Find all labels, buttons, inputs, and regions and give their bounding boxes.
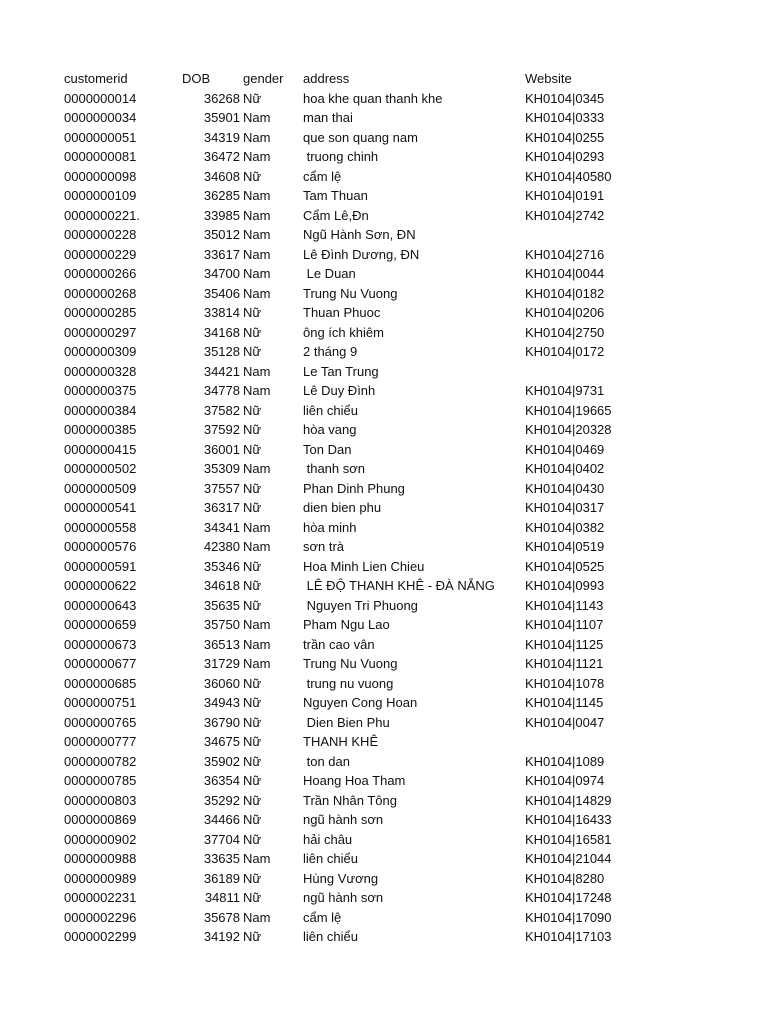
cell-dob: 33814 [203, 305, 240, 320]
cell-dob: 36790 [203, 714, 240, 730]
cell-address: cẩm lệ [303, 168, 342, 184]
cell-website: KH0104|0044 [525, 266, 605, 281]
cell-gender: Nữ [243, 675, 262, 691]
cell-customerid: 0000000221. [64, 207, 140, 223]
cell-address: ông ích khiêm [303, 324, 384, 340]
table-row [0, 323, 768, 343]
cell-address: Hoa Minh Lien Chieu [303, 558, 425, 574]
cell-address: trần cao vân [303, 636, 375, 652]
cell-gender: Nam [243, 383, 271, 398]
cell-gender: Nam [243, 285, 271, 301]
table-row [0, 849, 768, 869]
cell-dob: 33635 [203, 851, 240, 866]
cell-gender: Nữ [243, 344, 262, 359]
cell-customerid: 0000000591 [64, 558, 137, 574]
cell-dob: 36060 [203, 675, 240, 691]
cell-website: KH0104|0206 [525, 305, 605, 320]
table-body [0, 89, 768, 947]
cell-website: KH0104|21044 [525, 851, 612, 866]
cell-address: Thuan Phuoc [303, 305, 381, 320]
cell-gender: Nữ [243, 870, 262, 886]
cell-gender: Nữ [243, 714, 262, 730]
cell-customerid: 0000000785 [64, 773, 137, 788]
cell-dob: 35292 [203, 792, 240, 808]
table-row [0, 674, 768, 694]
table-row [0, 830, 768, 850]
cell-address: Nguyen Cong Hoan [303, 695, 418, 710]
cell-dob: 31729 [203, 656, 240, 671]
cell-website: KH0104|0255 [525, 129, 605, 145]
cell-gender: Nữ [243, 695, 262, 710]
cell-gender: Nữ [243, 929, 262, 944]
cell-customerid: 0000000685 [64, 675, 137, 691]
cell-website: KH0104|1078 [525, 675, 605, 691]
cell-dob: 35012 [203, 227, 240, 242]
cell-gender: Nữ [243, 422, 262, 437]
table-row [0, 284, 768, 304]
cell-address: Lê Đình Dương, ĐN [303, 246, 420, 262]
cell-gender: Nữ [243, 441, 262, 457]
cell-website: KH0104|1143 [525, 597, 604, 613]
cell-website: KH0104|2750 [525, 324, 605, 340]
table-row [0, 732, 768, 752]
table-row [0, 303, 768, 323]
table-row [0, 108, 768, 128]
cell-gender: Nữ [243, 831, 262, 847]
cell-customerid: 0000000765 [64, 714, 137, 730]
cell-dob: 36189 [203, 870, 240, 886]
cell-customerid: 0000000902 [64, 831, 137, 847]
cell-address: man thai [303, 110, 353, 125]
cell-website: KH0104|0317 [525, 500, 605, 515]
cell-gender: Nam [243, 246, 271, 262]
cell-dob: 34943 [203, 695, 240, 710]
cell-customerid: 0000000375 [64, 383, 137, 398]
cell-customerid: 0000000541 [64, 500, 137, 515]
cell-customerid: 0000000309 [64, 344, 137, 359]
cell-address: cẩm lệ [303, 909, 342, 925]
cell-gender: Nam [243, 636, 271, 652]
cell-customerid: 0000000051 [64, 129, 137, 145]
cell-dob: 33617 [203, 246, 240, 262]
cell-address: LÊ ĐỘ THANH KHÊ - ĐÀ NẴNG [303, 578, 495, 593]
cell-address: Hùng Vương [303, 870, 379, 886]
table-row [0, 771, 768, 791]
cell-website: KH0104|9731 [525, 383, 605, 398]
cell-dob: 35346 [203, 558, 240, 574]
cell-dob: 34192 [203, 929, 240, 944]
table-row [0, 401, 768, 421]
table-row [0, 264, 768, 284]
cell-customerid: 0000000673 [64, 636, 137, 652]
cell-address: Lê Duy Đình [303, 383, 376, 398]
table-row [0, 635, 768, 655]
cell-dob: 35902 [203, 753, 240, 769]
customer-table [0, 69, 768, 947]
cell-customerid: 0000002296 [64, 909, 137, 925]
cell-website: KH0104|1121 [525, 656, 604, 671]
cell-dob: 35309 [203, 461, 240, 476]
cell-website: KH0104|0519 [525, 539, 605, 554]
cell-address: ngũ hành sơn [303, 812, 384, 827]
table-row [0, 147, 768, 167]
cell-website: KH0104|0993 [525, 578, 605, 593]
cell-website: KH0104|0333 [525, 110, 605, 125]
cell-address: liên chiểu [303, 851, 358, 866]
cell-gender: Nam [243, 461, 271, 476]
header-address: address [303, 71, 350, 86]
cell-customerid: 0000002299 [64, 929, 137, 944]
cell-customerid: 0000000297 [64, 324, 137, 340]
cell-dob: 33985 [203, 207, 240, 223]
cell-customerid: 0000000081 [64, 149, 137, 164]
cell-gender: Nam [243, 188, 271, 203]
cell-gender: Nữ [243, 773, 262, 788]
cell-gender: Nam [243, 539, 271, 554]
cell-gender: Nam [243, 207, 271, 223]
cell-website: KH0104|1145 [525, 695, 604, 710]
cell-website: KH0104|17103 [525, 929, 612, 944]
cell-dob: 34675 [203, 734, 240, 749]
cell-dob: 35678 [203, 909, 240, 925]
cell-dob: 36513 [203, 636, 240, 652]
cell-address: Pham Ngu Lao [303, 617, 390, 632]
cell-gender: Nữ [243, 890, 262, 905]
cell-website: KH0104|0293 [525, 149, 605, 164]
cell-website: KH0104|2742 [525, 207, 605, 223]
table-row [0, 888, 768, 908]
cell-address: Tam Thuan [303, 188, 368, 203]
cell-website: KH0104|16581 [525, 831, 612, 847]
table-row [0, 459, 768, 479]
cell-address: liên chiểu [303, 402, 358, 418]
cell-customerid: 0000000268 [64, 285, 137, 301]
table-row [0, 810, 768, 830]
header-gender: gender [243, 71, 284, 86]
cell-dob: 34618 [203, 578, 240, 593]
cell-website: KH0104|0430 [525, 480, 605, 496]
table-row [0, 479, 768, 499]
cell-customerid: 0000000229 [64, 246, 137, 262]
cell-customerid: 0000000266 [64, 266, 137, 281]
cell-gender: Nam [243, 227, 271, 242]
cell-customerid: 0000000034 [64, 110, 137, 125]
cell-website: KH0104|0382 [525, 519, 605, 535]
table-row [0, 245, 768, 265]
cell-website: KH0104|0402 [525, 461, 605, 476]
cell-address: thanh sơn [303, 461, 366, 476]
cell-address: 2 tháng 9 [303, 344, 358, 359]
cell-dob: 34811 [204, 890, 240, 905]
table-row [0, 342, 768, 362]
table-row [0, 167, 768, 187]
cell-website: KH0104|1107 [525, 617, 604, 632]
cell-dob: 35406 [203, 285, 240, 301]
cell-gender: Nam [243, 110, 271, 125]
cell-gender: Nam [243, 617, 271, 632]
table-row [0, 752, 768, 772]
cell-customerid: 0000000109 [64, 188, 137, 203]
cell-customerid: 0000000777 [64, 734, 137, 749]
cell-gender: Nữ [243, 753, 262, 769]
cell-gender: Nam [243, 266, 271, 281]
table-row [0, 381, 768, 401]
cell-website: KH0104|2716 [525, 246, 605, 262]
cell-website: KH0104|0172 [525, 344, 605, 359]
cell-dob: 37704 [203, 831, 240, 847]
cell-customerid: 0000000988 [64, 851, 137, 866]
cell-gender: Nữ [243, 578, 262, 593]
table-row [0, 537, 768, 557]
cell-website: KH0104|8280 [525, 870, 605, 886]
cell-dob: 35128 [203, 344, 240, 359]
cell-address: sơn trà [303, 539, 345, 554]
cell-customerid: 0000000098 [64, 168, 137, 184]
cell-customerid: 0000000782 [64, 753, 137, 769]
table-row [0, 927, 768, 947]
cell-customerid: 0000000014 [64, 90, 137, 106]
table-row [0, 615, 768, 635]
cell-customerid: 0000002231 [64, 890, 137, 905]
cell-address: Dien Bien Phu [303, 714, 390, 730]
cell-gender: Nam [243, 909, 271, 925]
cell-dob: 34168 [203, 324, 240, 340]
cell-gender: Nữ [243, 305, 262, 320]
table-row [0, 908, 768, 928]
cell-address: ton dan [303, 753, 350, 769]
table-row [0, 225, 768, 245]
table-row [0, 440, 768, 460]
cell-website: KH0104|0047 [525, 714, 605, 730]
cell-address: hoa khe quan thanh khe [303, 90, 443, 106]
cell-customerid: 0000000643 [64, 597, 137, 613]
cell-gender: Nam [243, 363, 271, 379]
table-row [0, 596, 768, 616]
cell-gender: Nữ [243, 792, 262, 808]
cell-address: trung nu vuong [303, 675, 394, 691]
cell-website: KH0104|17248 [525, 890, 612, 905]
table-row [0, 89, 768, 109]
cell-customerid: 0000000803 [64, 792, 137, 808]
table-row [0, 518, 768, 538]
cell-customerid: 0000000659 [64, 617, 137, 632]
table-row [0, 654, 768, 674]
table-row [0, 713, 768, 733]
cell-address: Trung Nu Vuong [303, 285, 398, 301]
table-row [0, 693, 768, 713]
table-row [0, 791, 768, 811]
cell-customerid: 0000000558 [64, 519, 137, 535]
cell-website: KH0104|0191 [525, 188, 605, 203]
cell-gender: Nam [243, 149, 271, 164]
cell-gender: Nữ [243, 500, 262, 515]
cell-dob: 34700 [203, 266, 240, 281]
cell-website: KH0104|0974 [525, 773, 605, 788]
cell-dob: 37582 [203, 402, 240, 418]
cell-gender: Nam [243, 656, 271, 671]
cell-website: KH0104|17090 [525, 909, 612, 925]
cell-address: hải châu [303, 831, 353, 847]
cell-customerid: 0000000415 [64, 441, 137, 457]
cell-website: KH0104|14829 [525, 792, 612, 808]
cell-customerid: 0000000384 [64, 402, 137, 418]
table-row [0, 206, 768, 226]
cell-address: Ton Dan [303, 441, 352, 457]
cell-address: Le Duan [303, 266, 356, 281]
cell-website: KH0104|1125 [525, 636, 604, 652]
cell-gender: Nam [243, 129, 271, 145]
cell-gender: Nữ [243, 734, 262, 749]
cell-customerid: 0000000869 [64, 812, 137, 827]
cell-dob: 34341 [203, 519, 240, 535]
header-dob: DOB [182, 71, 211, 86]
header-customerid: customerid [64, 71, 128, 86]
table-row [0, 128, 768, 148]
cell-gender: Nữ [243, 558, 262, 574]
cell-address: dien bien phu [303, 500, 382, 515]
cell-address: hòa minh [303, 519, 357, 535]
cell-customerid: 0000000228 [64, 227, 137, 242]
cell-address: que son quang nam [303, 129, 418, 145]
cell-website: KH0104|40580 [525, 168, 612, 184]
cell-customerid: 0000000502 [64, 461, 137, 476]
cell-address: THANH KHÊ [303, 734, 379, 749]
cell-gender: Nữ [243, 597, 262, 613]
cell-customerid: 0000000989 [64, 870, 137, 886]
cell-gender: Nam [243, 519, 271, 535]
cell-address: Cẩm Lê,Đn [303, 207, 369, 223]
cell-dob: 34778 [203, 383, 240, 398]
cell-address: Ngũ Hành Sơn, ĐN [303, 227, 416, 242]
cell-gender: Nam [243, 851, 271, 866]
cell-address: hòa vang [303, 422, 357, 437]
table-row [0, 557, 768, 577]
table-row [0, 576, 768, 596]
cell-dob: 36354 [203, 773, 240, 788]
cell-address: liên chiểu [303, 929, 358, 944]
cell-address: ngũ hành sơn [303, 890, 384, 905]
cell-customerid: 0000000385 [64, 422, 137, 437]
cell-gender: Nữ [243, 812, 262, 827]
cell-dob: 36001 [203, 441, 240, 457]
cell-address: Nguyen Tri Phuong [303, 597, 418, 613]
table-row [0, 869, 768, 889]
cell-address: truong chinh [303, 149, 379, 164]
cell-address: Trung Nu Vuong [303, 656, 398, 671]
cell-dob: 34421 [203, 363, 240, 379]
cell-website: KH0104|0525 [525, 558, 605, 574]
cell-website: KH0104|19665 [525, 402, 612, 418]
cell-customerid: 0000000509 [64, 480, 137, 496]
header-row [0, 69, 768, 89]
cell-website: KH0104|0345 [525, 90, 605, 106]
table-row [0, 362, 768, 382]
table-row [0, 420, 768, 440]
cell-gender: Nữ [243, 480, 262, 496]
cell-customerid: 0000000622 [64, 578, 137, 593]
header-website: Website [525, 71, 572, 86]
cell-gender: Nữ [243, 324, 262, 340]
cell-dob: 35750 [203, 617, 240, 632]
cell-customerid: 0000000328 [64, 363, 137, 379]
cell-website: KH0104|0182 [525, 285, 605, 301]
cell-website: KH0104|20328 [525, 422, 612, 437]
cell-website: KH0104|1089 [525, 753, 605, 769]
cell-dob: 36472 [203, 149, 240, 164]
cell-gender: Nữ [243, 402, 262, 418]
cell-dob: 34608 [203, 168, 240, 184]
table-row [0, 498, 768, 518]
cell-website: KH0104|0469 [525, 441, 605, 457]
cell-dob: 35901 [203, 110, 240, 125]
cell-address: Phan Dinh Phung [303, 480, 405, 496]
cell-dob: 35635 [203, 597, 240, 613]
cell-dob: 34319 [203, 129, 240, 145]
cell-website: KH0104|16433 [525, 812, 612, 827]
cell-customerid: 0000000285 [64, 305, 137, 320]
cell-dob: 36317 [203, 500, 240, 515]
cell-dob: 37557 [203, 480, 240, 496]
cell-address: Trần Nhân Tông [303, 792, 397, 808]
cell-address: Le Tan Trung [303, 363, 379, 379]
cell-dob: 34466 [203, 812, 240, 827]
cell-gender: Nữ [243, 90, 262, 106]
cell-customerid: 0000000677 [64, 656, 137, 671]
cell-dob: 36268 [203, 90, 240, 106]
cell-dob: 36285 [203, 188, 240, 203]
cell-gender: Nữ [243, 168, 262, 184]
table-row [0, 186, 768, 206]
cell-customerid: 0000000751 [64, 695, 137, 710]
cell-dob: 37592 [203, 422, 240, 437]
cell-dob: 42380 [203, 539, 240, 554]
cell-address: Hoang Hoa Tham [303, 773, 406, 788]
cell-customerid: 0000000576 [64, 539, 137, 554]
